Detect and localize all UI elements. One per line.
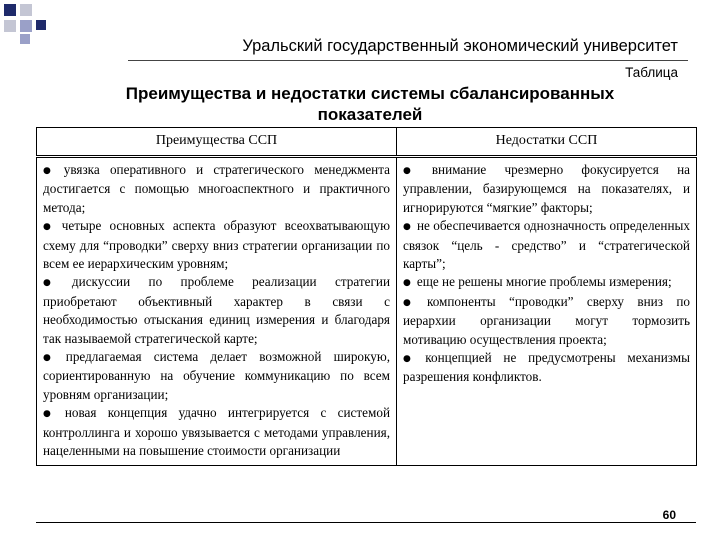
deco-square [4,4,16,16]
comparison-table [36,127,697,466]
disadvantages-cell [397,157,697,466]
title-line-2: показателей [317,105,423,124]
deco-square [20,20,32,32]
bullet-icon: ● [403,354,420,365]
table-label: Таблица [625,65,678,80]
disadvantage-item: ● еще не решены многие проблемы измерения; [403,274,672,290]
deco-square [36,20,46,30]
disadvantage-item: ● компоненты “проводки” сверху вниз по иерархии организации могут тормозить мотивацию осуществления проекта; [403,293,690,347]
corner-decoration [0,0,60,50]
advantage-item: ● новая концепция удачно интегрируется с системой контроллинга и хорошо увязывается с методами управления, нацеленными на повышение стоимости организации [43,405,391,459]
header-divider [128,60,688,61]
page-title [60,83,680,125]
advantage-item: ● дискуссии по проблеме реализации стратегии приобретают объективный характер в связи с необходимостью отыскания единиц измерения и благодаря так называемой стратегической карте; [43,274,390,346]
bullet-icon: ● [403,297,421,308]
disadvantage-item: ● не обеспечивается однозначность определенных связок “цель - средство” и “стратегической карты”; [403,218,690,272]
bullet-icon: ● [43,353,60,364]
advantage-item: ● предлагаемая система делает возможной широкую, сориентированную на обучение коммуникацию по всем уровням организации; [43,349,390,402]
deco-square [20,34,30,44]
advantage-item: ● увязка оперативного и стратегического менеджмента достигается с помощью многоаспектного и практичного метода; [43,162,391,215]
advantage-item: ● четыре основных аспекта образуют всеохватывающую схему для “проводки” сверху вниз стратегии организации по всем ее иерархическим уровням; [43,218,390,272]
bullet-icon: ● [403,166,426,176]
disadvantage-item: ● внимание чрезмерно фокусируется на управлении, базирующемся на показателях, и игнорируются “мягкие” факторы; [403,162,690,215]
header-disadvantages: Недостатки ССП [397,128,697,157]
advantages-cell [37,157,397,466]
bullet-icon: ● [43,166,58,176]
header-advantages: Преимущества ССП [37,128,397,157]
bullet-icon: ● [43,222,56,233]
deco-square [20,4,32,16]
university-name: Уральский государственный экономический университет [242,37,678,55]
bullet-icon: ● [43,409,59,420]
table-row [37,157,697,466]
bullet-icon: ● [403,278,411,289]
title-line-1: Преимущества и недостатки системы сбалансированных [125,84,615,103]
bullet-icon: ● [403,222,411,233]
page-number: 60 [662,508,676,522]
bullet-icon: ● [43,278,66,289]
disadvantage-item: ● концепцией не предусмотрены механизмы разрешения конфликтов. [403,350,690,385]
deco-square [4,20,16,32]
table-header-row [37,128,697,157]
footer-divider [36,522,696,523]
